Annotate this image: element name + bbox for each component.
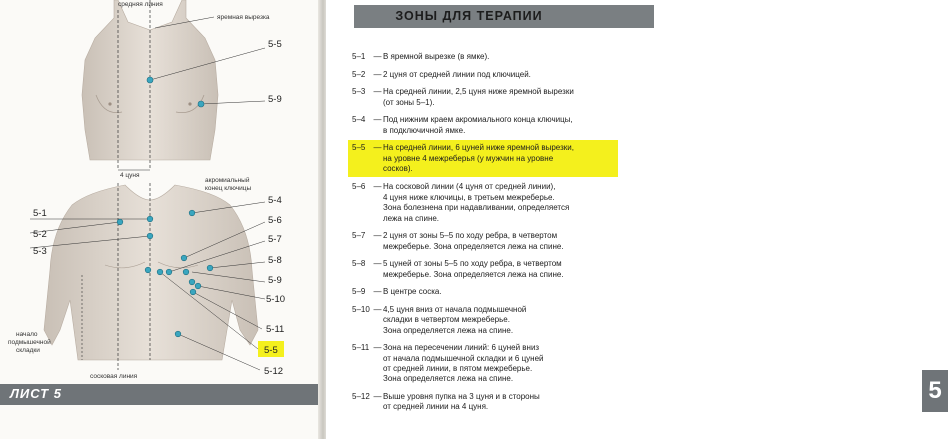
male-torso-illustration	[44, 185, 258, 360]
axillary-label-1: начало	[16, 331, 38, 338]
zone-id: 5–12	[352, 392, 370, 402]
zone-description-line: сосков).	[383, 164, 413, 173]
bottom-right-point-label: 5-4	[268, 195, 282, 206]
zone-item	[352, 87, 614, 108]
acromial-label-2: конец ключицы	[205, 185, 252, 192]
bottom-right-point-label: 5-12	[264, 366, 284, 377]
bottom-right-point-label: 5-6	[268, 215, 282, 226]
zone-description-line: 2 цуня от средней линии под ключицей.	[383, 69, 531, 79]
jugular-notch-label: яремная вырезка	[217, 14, 270, 21]
zone-item	[352, 231, 614, 252]
zone-description-line: Зона определяется лежа на спине.	[383, 325, 514, 335]
point-marker	[157, 269, 163, 275]
anatomy-figure	[0, 0, 322, 439]
zone-description-line: (от зоны 5–1).	[383, 97, 435, 107]
midline-label: средняя линия	[118, 1, 163, 8]
zone-id: 5–9	[352, 287, 366, 297]
zone-list	[352, 52, 614, 420]
distance-label: 4 цуня	[120, 172, 140, 179]
point-marker	[195, 283, 201, 289]
zone-id: 5–1	[352, 52, 366, 61]
zone-description-line: На сосковой линии (4 цуня от средней линии),	[383, 182, 556, 192]
zone-id: 5–4	[352, 115, 366, 125]
zone-description	[383, 259, 614, 280]
zone-item-highlighted	[348, 140, 618, 177]
sheet-label: ЛИСТ 5	[10, 386, 62, 401]
point-marker	[145, 267, 151, 273]
page-title: ЗОНЫ ДЛЯ ТЕРАПИИ	[395, 9, 543, 23]
page-number: 5	[928, 377, 942, 404]
zone-description-line: от средней линии на 4 цуня.	[383, 402, 489, 412]
zone-description-line: межреберье. Зона определяется лежа на спине.	[383, 241, 564, 251]
zone-description-line: На средней линии, 6 цуней ниже яремной вырезки,	[383, 143, 574, 153]
header-band	[354, 5, 654, 28]
zone-description	[383, 182, 614, 224]
zone-description-line: Зона определяется лежа на спине.	[383, 374, 514, 384]
zone-description	[383, 287, 614, 297]
zone-description-line: Выше уровня пупка на 3 цуня и в стороны	[383, 392, 540, 402]
zone-description	[383, 52, 614, 62]
zone-id: 5–6	[352, 182, 366, 192]
zone-id: 5–8	[352, 259, 366, 269]
zone-id: 5–5	[352, 143, 366, 153]
nipple-line-label: сосковая линия	[90, 373, 138, 380]
zone-item	[352, 115, 614, 136]
bottom-right-point-label: 5-11	[266, 324, 285, 335]
zone-description	[383, 70, 614, 80]
point-marker	[166, 269, 172, 275]
zone-item	[352, 287, 614, 297]
zone-dash: —	[373, 87, 382, 97]
zone-id: 5–7	[352, 231, 366, 241]
point-marker	[147, 233, 153, 239]
top-point-label: 5-9	[268, 94, 282, 105]
point-marker	[181, 255, 187, 261]
zone-description	[383, 143, 614, 174]
zone-item	[352, 259, 614, 280]
zone-dash: —	[373, 259, 382, 269]
bottom-right-point-label: 5-10	[266, 294, 286, 305]
zone-dash: —	[373, 52, 382, 61]
zone-description-line: от средней линии, в пятом межреберье.	[383, 364, 533, 374]
zone-id: 5–11	[352, 343, 370, 353]
zone-dash: —	[373, 304, 382, 314]
zone-description	[383, 87, 614, 108]
zone-description-line: складки в четвертом межреберье.	[383, 315, 510, 325]
zone-description-line: на уровне 4 межреберья (у мужчин на уровне	[383, 153, 554, 163]
zone-dash: —	[373, 69, 382, 79]
zone-description-line: Зона на пересечении линий: 6 цуней вниз	[383, 343, 540, 353]
bottom-right-point-label: 5-7	[268, 234, 282, 245]
zone-description	[383, 231, 614, 252]
zone-dash: —	[373, 343, 382, 353]
zone-dash: —	[373, 287, 382, 297]
point-marker	[207, 265, 213, 271]
zone-description-line: На средней линии, 2,5 цуня ниже яремной вырезки	[383, 87, 574, 97]
zone-description-line: 4,5 цуня вниз от начала подмышечной	[383, 304, 527, 314]
point-marker	[189, 210, 195, 216]
zone-item	[352, 182, 614, 224]
point-marker	[117, 219, 123, 225]
bottom-left-point-label: 5-2	[33, 229, 47, 240]
zone-description	[383, 392, 614, 413]
bottom-right-point-label: 5-9	[268, 275, 282, 286]
zone-dash: —	[373, 115, 382, 125]
point-marker	[175, 331, 181, 337]
zone-description-line: от начала подмышечной складки и 6 цуней	[383, 353, 544, 363]
top-point-label: 5-5	[268, 39, 282, 50]
zone-description-line: 2 цуня от зоны 5–5 по ходу ребра, в четвертом	[383, 231, 558, 241]
zone-description	[383, 115, 614, 136]
bottom-left-point-label: 5-1	[33, 208, 47, 219]
zone-item	[352, 343, 614, 385]
point-marker	[198, 101, 204, 107]
axillary-label-2: подмышечной	[8, 339, 51, 346]
zone-description-line: лежа на спине.	[383, 213, 440, 223]
zone-description-line: Зона болезнена при надавливании, определяется	[383, 203, 570, 213]
bottom-left-point-label: 5-3	[33, 246, 47, 257]
acromial-label-1: акромиальный	[205, 177, 250, 184]
right-page	[326, 0, 942, 439]
zone-description	[383, 305, 614, 336]
point-marker	[183, 269, 189, 275]
point-marker	[147, 216, 153, 222]
zone-item	[352, 70, 614, 80]
zone-dash: —	[373, 182, 382, 192]
zone-description-line: в подключичной ямке.	[383, 125, 466, 135]
axillary-label-3: складки	[16, 347, 40, 354]
zone-description-line: В центре соска.	[383, 287, 442, 297]
zone-id: 5–3	[352, 87, 366, 97]
point-marker	[190, 289, 196, 295]
left-page	[0, 0, 322, 439]
zone-id: 5–2	[352, 69, 366, 79]
bottom-right-point-label: 5-5	[264, 345, 278, 356]
point-marker	[147, 77, 153, 83]
zone-description-line: 5 цуней от зоны 5–5 по ходу ребра, в четвертом	[383, 259, 562, 269]
zone-dash: —	[373, 143, 382, 153]
zone-description-line: 4 цуня ниже ключицы, в третьем межреберье.	[383, 192, 555, 202]
zone-description	[383, 343, 614, 385]
zone-item	[352, 305, 614, 336]
zone-description-line: Под нижним краем акромиального конца ключицы,	[383, 115, 573, 125]
bottom-right-point-label: 5-8	[268, 255, 282, 266]
zone-item	[352, 392, 614, 413]
zone-dash: —	[373, 392, 382, 402]
zone-dash: —	[373, 231, 382, 241]
point-marker	[189, 279, 195, 285]
zone-item	[352, 52, 614, 62]
zone-description-line: межреберье. Зона определяется лежа на спине.	[383, 269, 564, 279]
zone-id: 5–10	[352, 304, 370, 314]
zone-description-line: В яремной вырезке (в ямке).	[383, 52, 490, 61]
